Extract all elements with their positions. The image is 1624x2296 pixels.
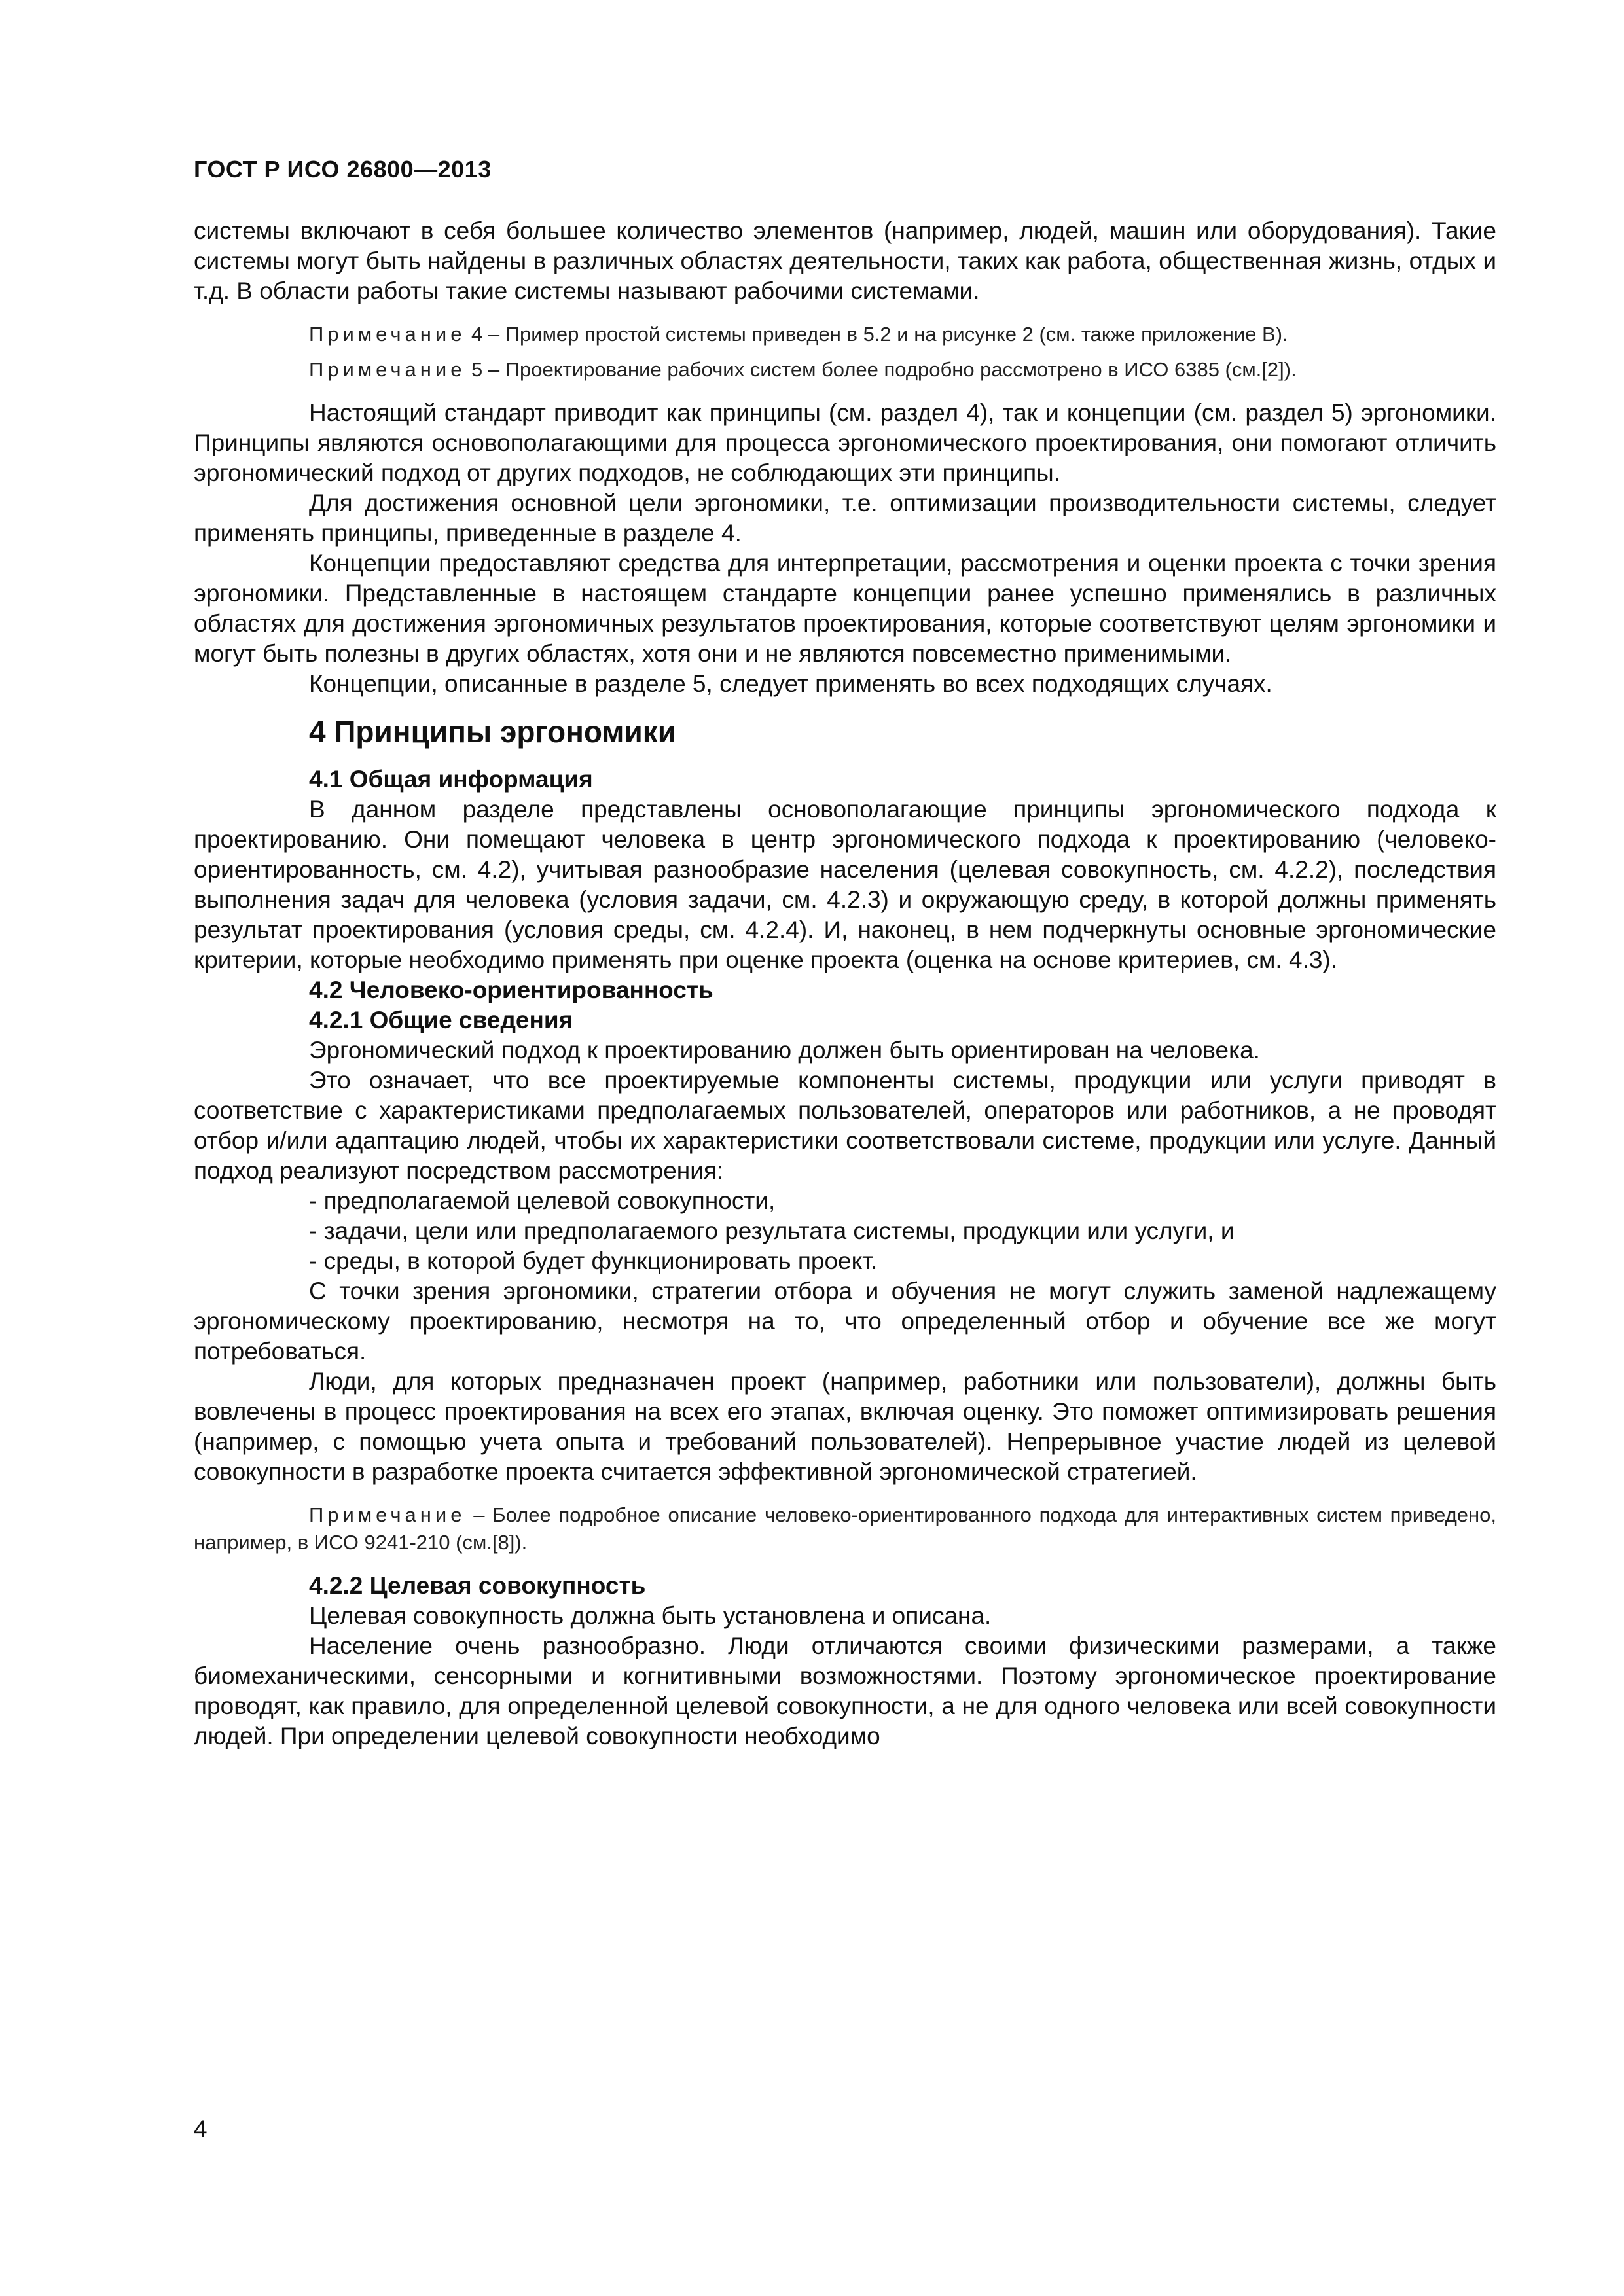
section-4-2-2-paragraph-2: Население очень разнообразно. Люди отличаются своими физическими размерами, а также биомеханическими, сенсорными и когнитивными возможностями. Поэтому эргономическое проектирование проводят, как правило, для определенной целевой совокупности, а не для одного человека или всей совокупности людей. При определении целевой совокупности необходимо — [194, 1632, 1496, 1749]
note-text: 4 – Пример простой системы приведен в 5.2 и на рисунке 2 (см. также приложение В). — [465, 323, 1288, 346]
note-human-centred — [194, 1501, 1496, 1556]
section-4-2-1-heading: 4.2.1 Общие сведения — [309, 1007, 573, 1033]
list-item: - среды, в которой будет функционировать проект. — [309, 1247, 878, 1274]
section-4-heading: 4 Принципы эргономики — [309, 715, 677, 749]
paragraph-concepts-use: Концепции, описанные в разделе 5, следует применять во всех подходящих случаях. — [309, 670, 1272, 697]
paragraph-goal: Для достижения основной цели эргономики, т.е. оптимизации производительности системы, следует применять принципы, приведенные в разделе 4. — [194, 490, 1496, 547]
section-4-2-1-paragraph-4: Люди, для которых предназначен проект (например, работники или пользователи), должны быть вовлечены в процесс проектирования на всех его этапах, включая оценку. Это поможет оптимизировать решения (например, с помощью учета опыта и требований пользователей). Непрерывное участие людей из целевой совокупности в разработке проекта считается эффективной эргономической стратегией. — [194, 1368, 1496, 1485]
list-item: - задачи, цели или предполагаемого результата системы, продукции или услуги, и — [309, 1217, 1235, 1244]
document-body — [194, 216, 1496, 1751]
section-4-2-1-paragraph-3: С точки зрения эргономики, стратегии отбора и обучения не могут служить заменой надлежащему эргономическому проектированию, несмотря на то, что определенный отбор и обучение все же могут потребоваться. — [194, 1278, 1496, 1365]
paragraph-intro: системы включают в себя большее количество элементов (например, людей, машин или оборудования). Такие системы могут быть найдены в различных областях деятельности, таких как работа, общественная жизнь, отдых и т.д. В области работы такие системы называют рабочими системами. — [194, 217, 1496, 304]
note-4 — [194, 321, 1496, 348]
page-number: 4 — [194, 2115, 208, 2142]
paragraph-principles: Настоящий стандарт приводит как принципы (см. раздел 4), так и концепции (см. раздел 5) эргономики. Принципы являются основополагающими для процесса эргономического проектирования, они помогают отличить эргономический подход от других подходов, не соблюдающих эти принципы. — [194, 399, 1496, 486]
note-text: – Более подробное описание человеко-ориентированного подхода для интерактивных систем приведено, например, в ИСО 9241-210 (см.[8]). — [194, 1503, 1496, 1554]
note-label: Примечание — [309, 1503, 466, 1526]
section-4-1-text: В данном разделе представлены основополагающие принципы эргономического подхода к проектированию. Они помещают человека в центр эргономического подхода к проектированию (человеко-ориентированность, см. 4.2), учитывая разнообразие населения (целевая совокупность, см. 4.2.2), последствия выполнения задач для человека (условия задачи, см. 4.2.3) и окружающую среду, в которой должны применять результат проектирования (условия среды, см. 4.2.4). И, наконец, в нем подчеркнуты основные эргономические критерии, которые необходимо применять при оценке проекта (оценка на основе критериев, см. 4.3). — [194, 796, 1496, 973]
section-4-2-1-paragraph-2: Это означает, что все проектируемые компоненты системы, продукции или услуги приводят в соответствие с характеристиками предполагаемых пользователей, операторов или работников, а не проводят отбор и/или адаптацию людей, чтобы их характеристики соответствовали системе, продукции или услуге. Данный подход реализуют посредством рассмотрения: — [194, 1067, 1496, 1184]
section-4-2-2-paragraph-1: Целевая совокупность должна быть установлена и описана. — [309, 1602, 992, 1629]
paragraph-concepts: Концепции предоставляют средства для интерпретации, рассмотрения и оценки проекта с точки зрения эргономики. Представленные в настоящем стандарте концепции ранее успешно применялись в различных областях для достижения эргономичных результатов проектирования, которые соответствуют целям эргономики и могут быть полезны в других областях, хотя они и не являются повсеместно применимыми. — [194, 550, 1496, 667]
note-label: Примечание — [309, 358, 466, 381]
section-4-2-heading: 4.2 Человеко-ориентированность — [309, 977, 713, 1003]
note-text: 5 – Проектирование рабочих систем более подробно рассмотрено в ИСО 6385 (см.[2]). — [465, 358, 1297, 381]
note-5 — [194, 356, 1496, 384]
list-item: - предполагаемой целевой совокупности, — [309, 1187, 776, 1214]
section-4-1-heading: 4.1 Общая информация — [309, 766, 593, 793]
note-label: Примечание — [309, 323, 466, 346]
page-header: ГОСТ Р ИСО 26800—2013 — [194, 156, 492, 183]
section-4-2-2-heading: 4.2.2 Целевая совокупность — [309, 1572, 646, 1599]
section-4-2-1-paragraph-1: Эргономический подход к проектированию должен быть ориентирован на человека. — [309, 1037, 1260, 1064]
